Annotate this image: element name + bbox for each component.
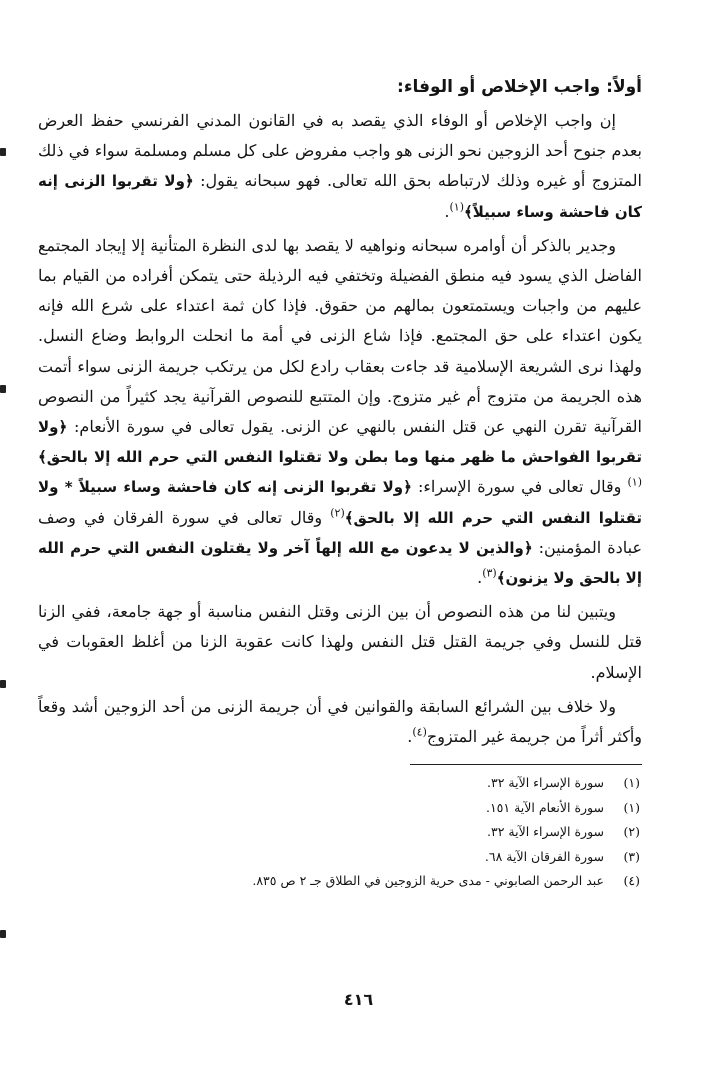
footnote-number: (١) [623, 799, 640, 815]
paragraph-4-text: ولا خلاف بين الشرائع السابقة والقوانين في أن جريمة الزنى من أحد الزوجين أشد وقعاً وأكثر أثراً من جريمة غير المتزوج [38, 696, 642, 747]
quran-quote: ﴿ولا تقربوا الزنى إنه كان فاحشة وساء سبيلاً﴾ [38, 172, 642, 221]
paragraph-4-end: . [407, 727, 413, 747]
footnote-text: سورة الأنعام الآية ١٥١. [485, 799, 604, 815]
paragraph-2 [38, 231, 642, 593]
quran-quote: ﴿ولا تقربوا الفواحش ما ظهر منها وما بطن ولا تقتلوا النفس التي حرم الله إلا بالحق﴾ [38, 418, 642, 467]
footnote-number: (٢) [623, 824, 640, 840]
footnote-text: عبد الرحمن الصابوني - مدى حرية الزوجين في الطلاق جـ ٢ ص ٨٣٥. [252, 873, 604, 889]
footnote-item [38, 869, 642, 894]
paragraph-2-text: وقال تعالى في سورة الإسراء: [411, 477, 628, 497]
footnote-ref[interactable]: (١) [627, 476, 643, 490]
paragraph-2-text: وقال تعالى في سورة الفرقان في وصف عبادة المؤمنين: [38, 507, 642, 557]
footnote-ref[interactable]: (٣) [482, 566, 497, 580]
paragraph-2-end: . [477, 568, 483, 588]
footnote-ref[interactable]: (١) [449, 200, 464, 214]
footnote-ref[interactable]: (٤) [412, 725, 427, 739]
footnote-item [38, 820, 642, 845]
footnote-ref[interactable]: (٢) [330, 506, 345, 520]
scan-margin-mark [0, 148, 6, 156]
quran-quote: ﴿والذين لا يدعون مع الله إلهاً آخر ولا يقتلون النفس التي حرم الله إلا بالحق ولا يزنون﴾ [38, 538, 642, 588]
footnote-divider [410, 764, 642, 765]
page-number: ٤١٦ [343, 990, 374, 1009]
footnote-text: سورة الإسراء الآية ٣٢. [487, 824, 604, 840]
footnotes [38, 771, 642, 894]
scan-margin-mark [0, 385, 6, 393]
paragraph-1: إن واجب الإخلاص أو الوفاء الذي يقصد به في القانون المدني الفرنسي حفظ العرض بعدم جنوح أحد الزوجين نحو الزنى هو واجب مفروض على كل مسلم ومسلمة سواء في ذلك المتزوج أو غيره وذلك لارتباطه بحق الله تعالى. فهو سبحانه يقول: ﴿ولا تقربوا الزنى إنه كان فاحشة وساء سبيلاً﴾$^{(١)}$. [38, 111, 642, 221]
page-body [38, 70, 642, 894]
footnote-item [38, 796, 642, 821]
scan-margin-mark [0, 680, 6, 688]
paragraph-3: ويتبين لنا من هذه النصوص أن بين الزنى وقتل النفس مناسبة أو جهة جامعة، ففي الزنا قتل للنسل وفي جريمة القتل قتل النفس ولهذا كانت عقوبة الزنا من أغلظ العقوبات في الإسلام. [38, 602, 642, 682]
footnote-text: سورة الإسراء الآية ٣٢. [487, 775, 604, 791]
footnote-number: (٤) [623, 873, 640, 889]
footnote-item [38, 845, 642, 870]
section-heading: أولاً: واجب الإخلاص أو الوفاء: [397, 77, 642, 97]
paragraph-1-text: إن واجب الإخلاص أو الوفاء الذي يقصد به في القانون المدني الفرنسي حفظ العرض بعدم جنوح أحد الزوجين نحو الزنى هو واجب مفروض على كل مسلم ومسلمة سواء في ذلك المتزوج أو غيره وذلك لارتباطه بحق الله تعالى. فهو سبحانه يقول: [38, 111, 642, 191]
footnote-number: (٣) [623, 848, 640, 864]
quran-quote: ﴿ولا تقربوا الزنى إنه كان فاحشة وساء سبيلاً * ولا تقتلوا النفس التي حرم الله إلا بالحق﴾ [38, 478, 643, 527]
footnote-item [38, 771, 642, 796]
paragraph-4 [38, 692, 642, 752]
paragraph-2-text: وجدير بالذكر أن أوامره سبحانه ونواهيه لا يقصد بها لدى النظرة المتأنية إلا إيجاد المجتمع الفاضل الذي يسود فيه منطق الفضيلة وتختفي فيه الرذيلة حتى يتمكن أفراده من القيام بما عليهم من واجبات ويستمتعون بمالهم من حقوق. فإذا كان ثمة اعتداء على شرع الله فإنه يكون اعتداء على حق المجتمع. فإذا شاع الزنى في أمة ما انحلت الروابط وضاع النسل. ولهذا نرى الشريعة الإسلامية قد جاءت بعقاب رادع لكل من يرتكب جريمة الزنى سواء أتمت هذه الجريمة من متزوج أم غير متزوج. وإن المتتبع للنصوص القرآنية يجد كثيراً من النصوص القرآنية تقرن النهي عن قتل النفس بالنهي عن الزنى. يقول تعالى في سورة الأنعام: [38, 235, 642, 437]
footnote-text: سورة الفرقان الآية ٦٨. [484, 848, 604, 864]
scan-margin-mark [0, 930, 6, 938]
footnote-number: (١) [623, 775, 640, 791]
